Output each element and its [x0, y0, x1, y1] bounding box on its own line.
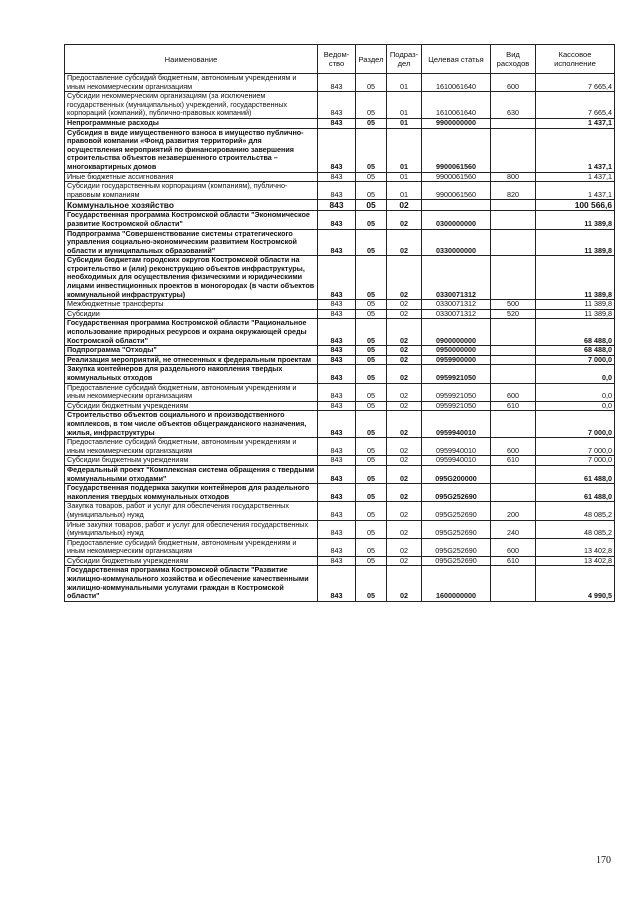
cell-dept: 843 — [318, 438, 356, 456]
cell-target: 095G200000 — [422, 465, 491, 483]
cell-type — [491, 211, 536, 229]
cell-section: 05 — [356, 456, 387, 466]
cell-type — [491, 411, 536, 438]
cell-dept: 843 — [318, 566, 356, 601]
cell-amount: 1 437,1 — [536, 118, 615, 128]
cell-target: 1610061640 — [422, 74, 491, 92]
cell-subsection: 01 — [387, 172, 422, 182]
cell-subsection: 01 — [387, 182, 422, 200]
table-row — [65, 465, 615, 483]
cell-amount: 11 389,8 — [536, 309, 615, 319]
header-target: Целевая статья — [422, 45, 491, 74]
table-row — [65, 484, 615, 502]
header-name: Наименование — [65, 45, 318, 74]
cell-amount: 7 665,4 — [536, 74, 615, 92]
table-row — [65, 401, 615, 411]
cell-name: Субсидии бюджетным учреждениям — [65, 401, 318, 411]
cell-name: Подпрограмма "Отходы" — [65, 346, 318, 356]
cell-type — [491, 256, 536, 300]
cell-type: 600 — [491, 383, 536, 401]
cell-section: 05 — [356, 520, 387, 538]
cell-target: 1610061640 — [422, 92, 491, 119]
cell-type — [491, 128, 536, 172]
cell-amount: 11 389,8 — [536, 211, 615, 229]
header-amount: Кассовое исполнение — [536, 45, 615, 74]
cell-dept: 843 — [318, 355, 356, 365]
cell-subsection: 02 — [387, 438, 422, 456]
cell-dept: 843 — [318, 346, 356, 356]
cell-subsection: 02 — [387, 520, 422, 538]
budget-table — [64, 44, 615, 602]
header-section: Раздел — [356, 45, 387, 74]
cell-amount: 61 488,0 — [536, 484, 615, 502]
table-row — [65, 118, 615, 128]
cell-dept: 843 — [318, 465, 356, 483]
cell-amount: 7 000,0 — [536, 355, 615, 365]
cell-type — [491, 346, 536, 356]
cell-dept: 843 — [318, 456, 356, 466]
cell-section: 05 — [356, 484, 387, 502]
cell-amount: 48 085,2 — [536, 502, 615, 520]
table-row — [65, 200, 615, 211]
header-row — [65, 45, 615, 74]
cell-section: 05 — [356, 128, 387, 172]
table-row — [65, 365, 615, 383]
cell-dept: 843 — [318, 319, 356, 346]
cell-amount: 13 402,8 — [536, 538, 615, 556]
table-row — [65, 538, 615, 556]
cell-amount: 1 437,1 — [536, 172, 615, 182]
cell-target: 0959940010 — [422, 438, 491, 456]
cell-name: Предоставление субсидий бюджетным, автономным учреждениям и иным некоммерческим организациям — [65, 438, 318, 456]
cell-target: 095G252690 — [422, 502, 491, 520]
cell-name: Субсидии некоммерческим организациям (за исключением государственных (муниципальных) учреждений, государственных корпораций (компаний), публично-правовых компаний) — [65, 92, 318, 119]
cell-type: 610 — [491, 401, 536, 411]
cell-amount: 0,0 — [536, 401, 615, 411]
cell-type: 630 — [491, 92, 536, 119]
cell-dept: 843 — [318, 172, 356, 182]
cell-subsection: 02 — [387, 229, 422, 256]
cell-type — [491, 355, 536, 365]
cell-dept: 843 — [318, 520, 356, 538]
cell-type: 800 — [491, 172, 536, 182]
cell-target: 095G252690 — [422, 520, 491, 538]
cell-section: 05 — [356, 92, 387, 119]
cell-name: Предоставление субсидий бюджетным, автономным учреждениям и иным некоммерческим организациям — [65, 383, 318, 401]
cell-name: Субсидии — [65, 309, 318, 319]
table-row — [65, 355, 615, 365]
table-row — [65, 346, 615, 356]
table-row — [65, 128, 615, 172]
cell-name: Государственная программа Костромской области "Экономическое развитие Костромской области" — [65, 211, 318, 229]
cell-target: 9900000000 — [422, 118, 491, 128]
cell-dept: 843 — [318, 211, 356, 229]
cell-name: Предоставление субсидий бюджетным, автономным учреждениям и иным некоммерческим организациям — [65, 74, 318, 92]
cell-target: 9900061560 — [422, 172, 491, 182]
table-row — [65, 229, 615, 256]
cell-target: 0950000000 — [422, 346, 491, 356]
cell-type: 600 — [491, 438, 536, 456]
cell-name: Закупка товаров, работ и услуг для обеспечения государственных (муниципальных) нужд — [65, 502, 318, 520]
cell-section: 05 — [356, 300, 387, 310]
cell-type: 200 — [491, 502, 536, 520]
cell-section: 05 — [356, 256, 387, 300]
cell-name: Государственная программа Костромской области "Развитие жилищно-коммунального хозяйства и обеспечение качественными жилищно-коммунальными услугами граждан в Костромской области" — [65, 566, 318, 601]
cell-target: 0330071312 — [422, 256, 491, 300]
cell-amount: 1 437,1 — [536, 182, 615, 200]
cell-dept: 843 — [318, 300, 356, 310]
cell-target: 095G252690 — [422, 484, 491, 502]
cell-target: 0959921050 — [422, 383, 491, 401]
cell-amount: 4 990,5 — [536, 566, 615, 601]
cell-target: 1600000000 — [422, 566, 491, 601]
cell-type: 240 — [491, 520, 536, 538]
cell-name: Государственная поддержка закупки контейнеров для раздельного накопления твердых коммунальных отходов — [65, 484, 318, 502]
cell-subsection: 02 — [387, 502, 422, 520]
cell-type: 610 — [491, 556, 536, 566]
cell-dept: 843 — [318, 538, 356, 556]
cell-type — [491, 465, 536, 483]
cell-subsection: 02 — [387, 309, 422, 319]
cell-target: 0900000000 — [422, 319, 491, 346]
cell-section: 05 — [356, 365, 387, 383]
cell-target: 0330000000 — [422, 229, 491, 256]
cell-dept: 843 — [318, 74, 356, 92]
cell-subsection: 02 — [387, 346, 422, 356]
cell-section: 05 — [356, 74, 387, 92]
cell-section: 05 — [356, 229, 387, 256]
cell-name: Закупка контейнеров для раздельного накопления твердых коммунальных отходов — [65, 365, 318, 383]
cell-section: 05 — [356, 383, 387, 401]
cell-type: 600 — [491, 538, 536, 556]
table-row — [65, 456, 615, 466]
table-row — [65, 411, 615, 438]
cell-amount: 7 000,0 — [536, 411, 615, 438]
cell-dept: 843 — [318, 383, 356, 401]
cell-section: 05 — [356, 355, 387, 365]
header-type: Вид расходов — [491, 45, 536, 74]
cell-dept: 843 — [318, 502, 356, 520]
cell-subsection: 02 — [387, 365, 422, 383]
cell-dept: 843 — [318, 411, 356, 438]
cell-subsection: 02 — [387, 300, 422, 310]
cell-section: 05 — [356, 502, 387, 520]
cell-amount: 48 085,2 — [536, 520, 615, 538]
cell-target: 0959921050 — [422, 365, 491, 383]
cell-section: 05 — [356, 556, 387, 566]
cell-dept: 843 — [318, 200, 356, 211]
cell-target: 0330071312 — [422, 300, 491, 310]
cell-amount: 7 000,0 — [536, 438, 615, 456]
cell-name: Субсидии государственным корпорациям (компаниям), публично-правовым компаниям — [65, 182, 318, 200]
cell-target: 095G252690 — [422, 556, 491, 566]
cell-name: Субсидия в виде имущественного взноса в имущество публично-правовой компании «Фонд развития территорий» для осуществления мероприятий по финансированию завершения строительства объектов незавершенного строительства – многоквартирных домов — [65, 128, 318, 172]
cell-target: 0330071312 — [422, 309, 491, 319]
cell-amount: 68 488,0 — [536, 346, 615, 356]
cell-name: Субсидии бюджетам городских округов Костромской области на строительство и (или) реконструкцию объектов инфраструктуры, необходимых для осуществления физическими и юридическими лицами инвестиционных проектов в моногородах (в части объектов коммунальной инфраструктуры) — [65, 256, 318, 300]
cell-dept: 843 — [318, 401, 356, 411]
cell-section: 05 — [356, 411, 387, 438]
cell-section: 05 — [356, 118, 387, 128]
table-body — [65, 74, 615, 602]
table-row — [65, 74, 615, 92]
cell-type: 500 — [491, 300, 536, 310]
cell-amount: 100 566,6 — [536, 200, 615, 211]
cell-dept: 843 — [318, 92, 356, 119]
table-row — [65, 92, 615, 119]
cell-name: Субсидии бюджетным учреждениям — [65, 556, 318, 566]
cell-type — [491, 566, 536, 601]
cell-amount: 7 665,4 — [536, 92, 615, 119]
cell-dept: 843 — [318, 182, 356, 200]
cell-section: 05 — [356, 438, 387, 456]
cell-subsection: 01 — [387, 92, 422, 119]
table-row — [65, 383, 615, 401]
cell-target: 9900061560 — [422, 128, 491, 172]
table-row — [65, 556, 615, 566]
cell-subsection: 02 — [387, 211, 422, 229]
table-row — [65, 438, 615, 456]
table-row — [65, 319, 615, 346]
cell-subsection: 02 — [387, 556, 422, 566]
cell-target: 9900061560 — [422, 182, 491, 200]
cell-type — [491, 365, 536, 383]
cell-name: Строительство объектов социального и производственного комплексов, в том числе объектов общегражданского назначения, жилья, инфраструктуры — [65, 411, 318, 438]
cell-amount: 7 000,0 — [536, 456, 615, 466]
cell-dept: 843 — [318, 556, 356, 566]
cell-section: 05 — [356, 566, 387, 601]
cell-name: Коммунальное хозяйство — [65, 200, 318, 211]
page-number: 170 — [596, 855, 611, 866]
cell-target: 0959900000 — [422, 355, 491, 365]
cell-target — [422, 200, 491, 211]
cell-type — [491, 118, 536, 128]
cell-subsection: 02 — [387, 401, 422, 411]
cell-amount: 68 488,0 — [536, 319, 615, 346]
cell-type: 820 — [491, 182, 536, 200]
table-row — [65, 172, 615, 182]
cell-amount: 1 437,1 — [536, 128, 615, 172]
cell-subsection: 02 — [387, 383, 422, 401]
cell-section: 05 — [356, 538, 387, 556]
cell-amount: 61 488,0 — [536, 465, 615, 483]
cell-type — [491, 200, 536, 211]
cell-dept: 843 — [318, 309, 356, 319]
cell-name: Государственная программа Костромской области "Рациональное использование природных ресурсов и охрана окружающей среды Костромской области" — [65, 319, 318, 346]
cell-dept: 843 — [318, 229, 356, 256]
cell-subsection: 02 — [387, 319, 422, 346]
table-row — [65, 256, 615, 300]
cell-target: 095G252690 — [422, 538, 491, 556]
cell-section: 05 — [356, 211, 387, 229]
cell-subsection: 01 — [387, 118, 422, 128]
cell-type — [491, 484, 536, 502]
cell-target: 0959940010 — [422, 411, 491, 438]
table-row — [65, 309, 615, 319]
cell-name: Субсидии бюджетным учреждениям — [65, 456, 318, 466]
table-row — [65, 182, 615, 200]
cell-name: Непрограммные расходы — [65, 118, 318, 128]
cell-amount: 11 389,8 — [536, 256, 615, 300]
cell-type: 520 — [491, 309, 536, 319]
cell-dept: 843 — [318, 256, 356, 300]
cell-type — [491, 229, 536, 256]
cell-name: Федеральный проект "Комплексная система обращения с твердыми коммунальными отходами" — [65, 465, 318, 483]
cell-dept: 843 — [318, 365, 356, 383]
table-row — [65, 211, 615, 229]
cell-section: 05 — [356, 346, 387, 356]
cell-amount: 11 389,8 — [536, 229, 615, 256]
cell-subsection: 02 — [387, 465, 422, 483]
cell-section: 05 — [356, 200, 387, 211]
cell-name: Межбюджетные трансферты — [65, 300, 318, 310]
cell-amount: 11 389,8 — [536, 300, 615, 310]
table-row — [65, 502, 615, 520]
cell-subsection: 02 — [387, 456, 422, 466]
header-subsection: Подраз-дел — [387, 45, 422, 74]
cell-subsection: 02 — [387, 484, 422, 502]
cell-subsection: 02 — [387, 566, 422, 601]
cell-section: 05 — [356, 182, 387, 200]
cell-section: 05 — [356, 465, 387, 483]
header-dept: Ведом-ство — [318, 45, 356, 74]
cell-section: 05 — [356, 172, 387, 182]
cell-target: 0300000000 — [422, 211, 491, 229]
cell-subsection: 02 — [387, 538, 422, 556]
table-row — [65, 566, 615, 601]
cell-dept: 843 — [318, 128, 356, 172]
cell-section: 05 — [356, 401, 387, 411]
cell-subsection: 02 — [387, 355, 422, 365]
table-row — [65, 300, 615, 310]
cell-name: Предоставление субсидий бюджетным, автономным учреждениям и иным некоммерческим организациям — [65, 538, 318, 556]
cell-type — [491, 319, 536, 346]
cell-subsection: 02 — [387, 200, 422, 211]
cell-subsection: 01 — [387, 74, 422, 92]
cell-section: 05 — [356, 309, 387, 319]
cell-type: 600 — [491, 74, 536, 92]
cell-subsection: 01 — [387, 128, 422, 172]
cell-name: Подпрограмма "Совершенствование системы стратегического управления социально-экономическим развитием Костромской области и муниципальных образований" — [65, 229, 318, 256]
cell-type: 610 — [491, 456, 536, 466]
cell-subsection: 02 — [387, 411, 422, 438]
cell-dept: 843 — [318, 118, 356, 128]
cell-name: Реализация мероприятий, не отнесенных к федеральным проектам — [65, 355, 318, 365]
cell-subsection: 02 — [387, 256, 422, 300]
cell-section: 05 — [356, 319, 387, 346]
cell-name: Иные закупки товаров, работ и услуг для обеспечения государственных (муниципальных) нужд — [65, 520, 318, 538]
cell-dept: 843 — [318, 484, 356, 502]
cell-amount: 0,0 — [536, 383, 615, 401]
cell-target: 0959940010 — [422, 456, 491, 466]
cell-amount: 0,0 — [536, 365, 615, 383]
cell-amount: 13 402,8 — [536, 556, 615, 566]
cell-target: 0959921050 — [422, 401, 491, 411]
cell-name: Иные бюджетные ассигнования — [65, 172, 318, 182]
table-row — [65, 520, 615, 538]
